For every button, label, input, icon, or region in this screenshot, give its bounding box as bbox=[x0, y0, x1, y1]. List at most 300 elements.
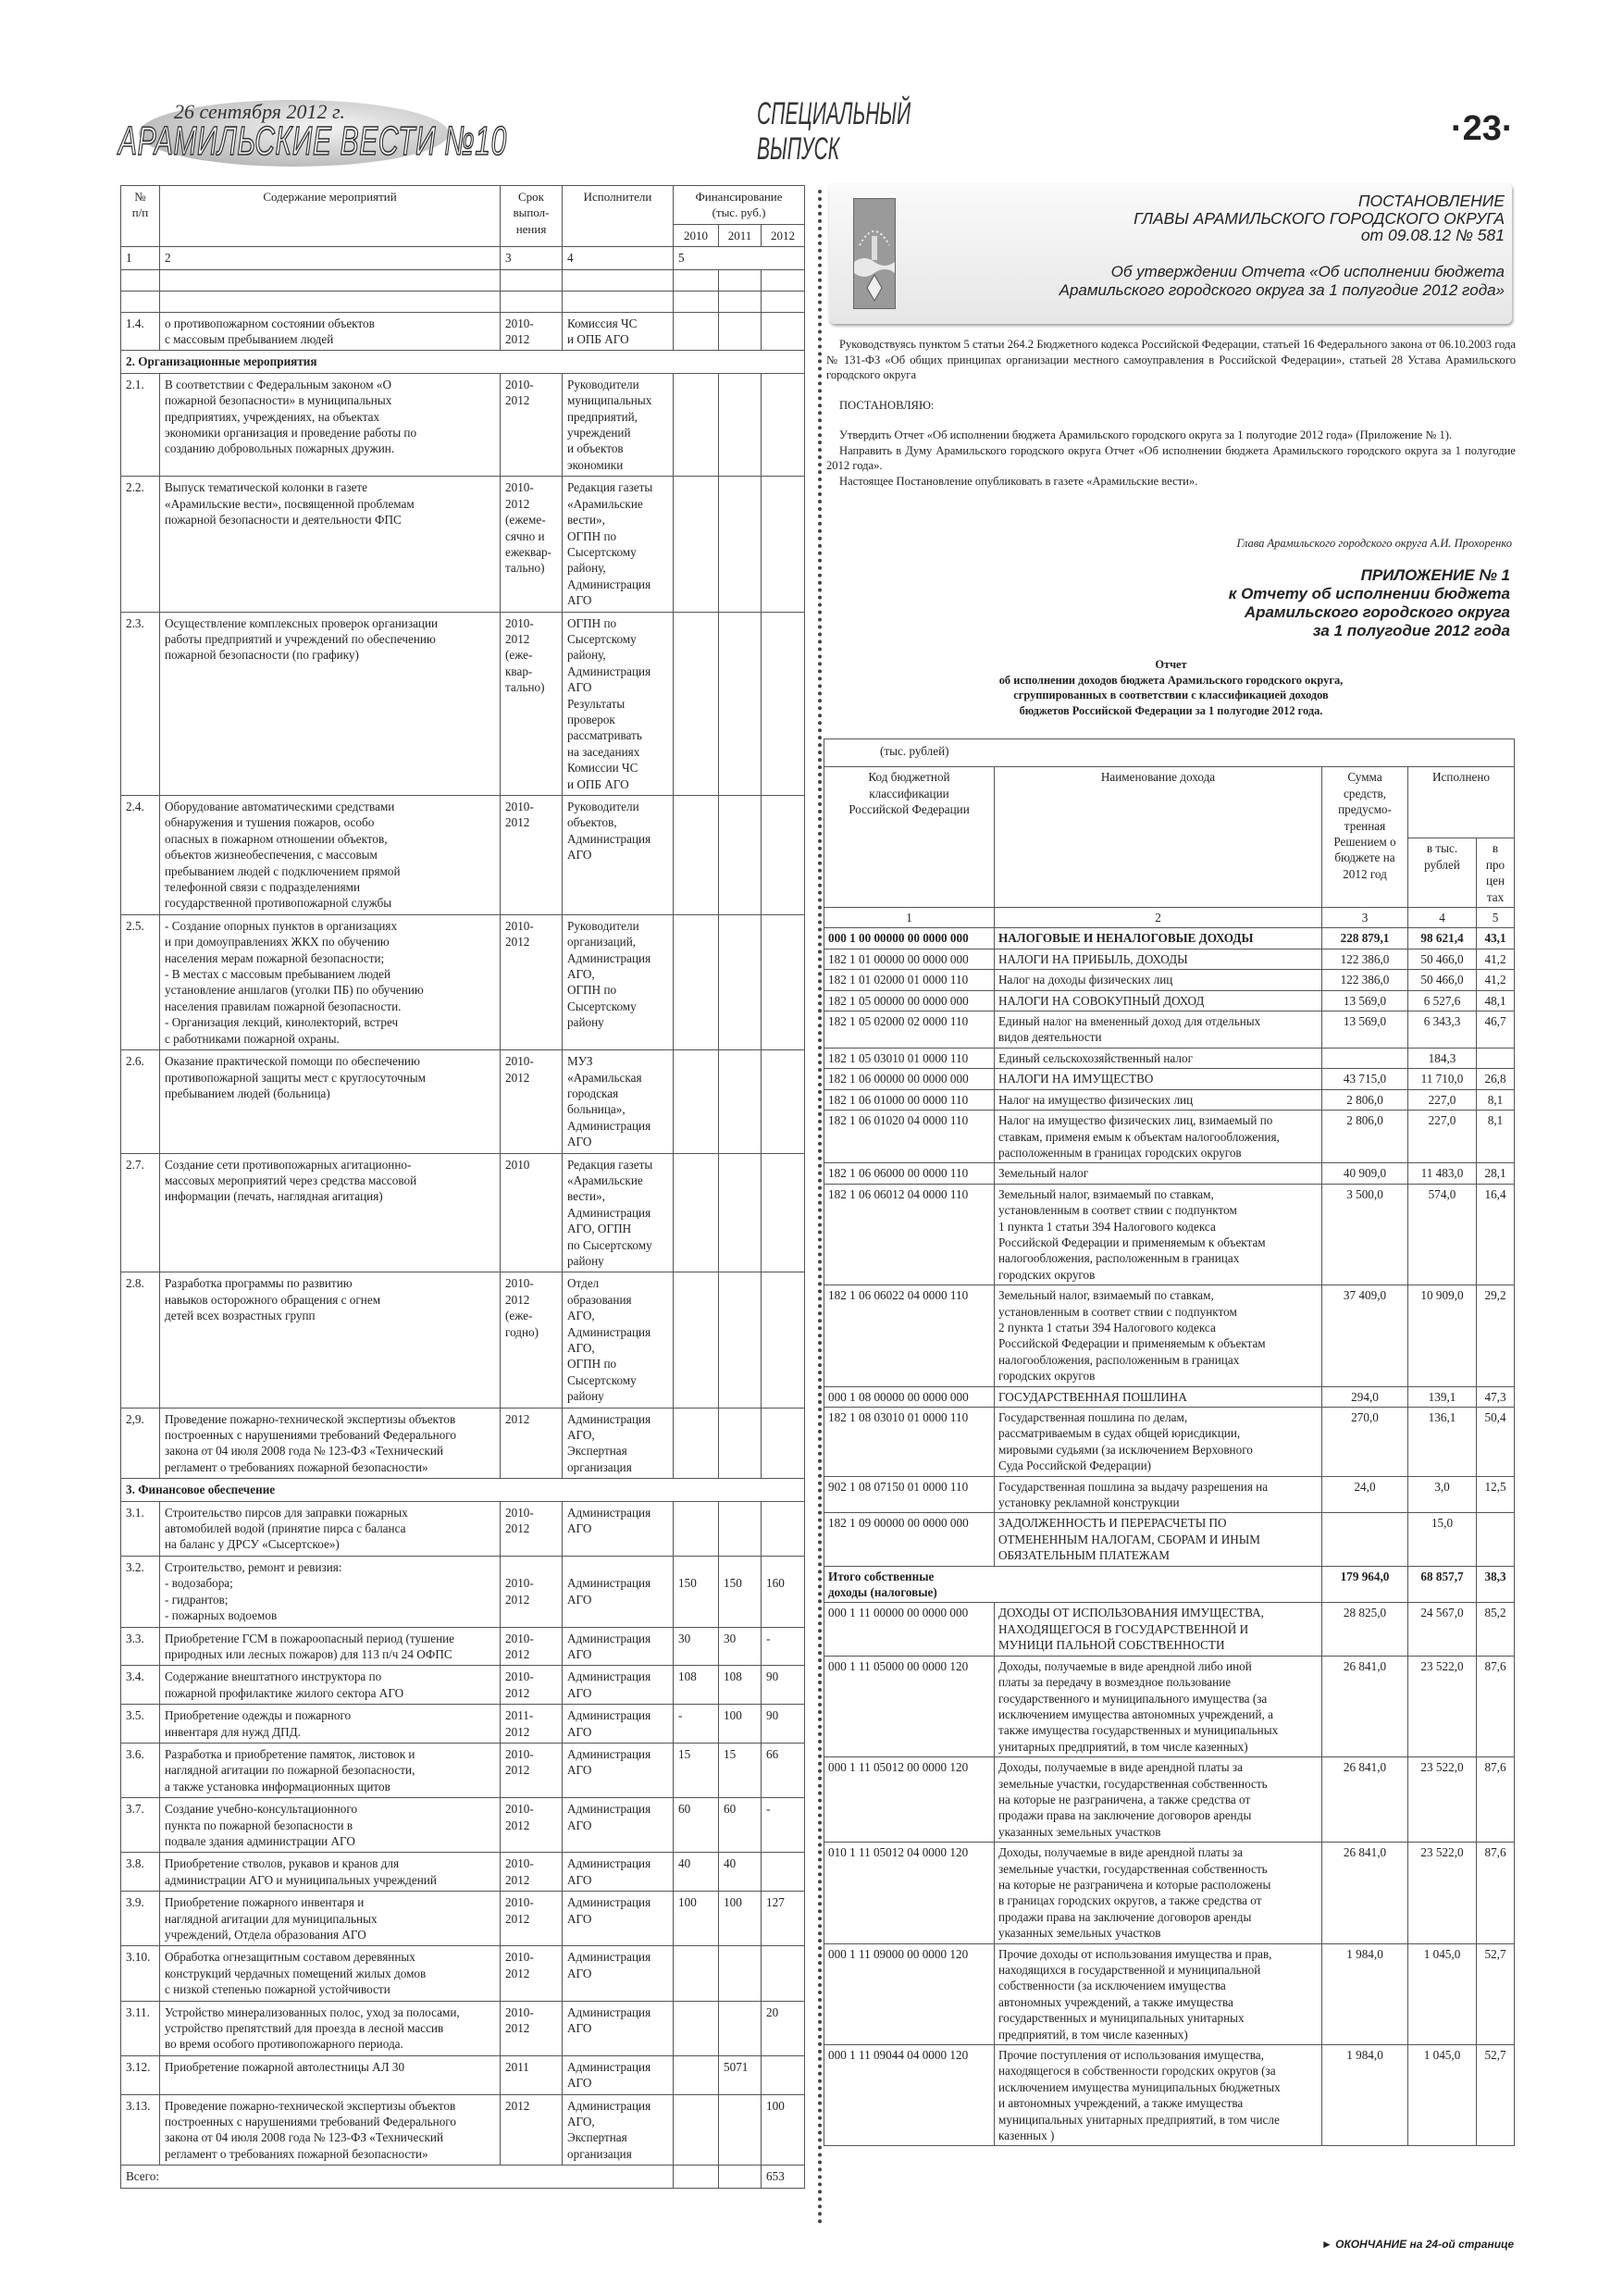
item-number: 2.4. bbox=[121, 796, 160, 915]
table-row bbox=[121, 477, 805, 612]
fire-safety-measures-table bbox=[120, 185, 805, 2189]
table-row bbox=[121, 312, 805, 351]
budget-code: 182 1 09 00000 00 0000 000 bbox=[824, 1513, 995, 1566]
table-row bbox=[121, 1705, 805, 1744]
budget-code: 182 1 05 03010 01 0000 110 bbox=[824, 1048, 995, 1068]
item-finance-2010 bbox=[674, 1153, 719, 1272]
executed-percent: 8,1 bbox=[1477, 1089, 1515, 1110]
item-term: 2010- 2012 bbox=[501, 312, 563, 351]
item-finance-2012: 20 bbox=[762, 2001, 805, 2055]
decree-item: Настоящее Постановление опубликовать в газете «Арамильские вести». bbox=[839, 474, 1198, 488]
item-finance-2011 bbox=[719, 1946, 762, 2001]
planned-amount bbox=[1322, 1513, 1408, 1566]
item-content: Проведение пожарно-технической экспертизы объектов построенных с нарушениями требований Федерального закона от 04 июля 2008 года № 123-ФЗ «Технический регламент о требованиях пожарной безопасности» bbox=[160, 2094, 501, 2166]
item-finance-2012 bbox=[762, 1853, 805, 1892]
item-finance-2010 bbox=[674, 312, 719, 351]
table-row bbox=[824, 949, 1515, 969]
item-finance-2010 bbox=[674, 1501, 719, 1556]
budget-code: 182 1 05 02000 02 0000 110 bbox=[824, 1011, 995, 1049]
table-row bbox=[121, 2001, 805, 2055]
item-term: 2010- 2012 bbox=[501, 1627, 563, 1666]
table-row bbox=[121, 1666, 805, 1705]
header-plan: Сумма средств, предусмо- тренная Решением о бюджете на 2012 год bbox=[1322, 767, 1408, 908]
table-row bbox=[121, 1743, 805, 1797]
coat-of-arms-image bbox=[853, 198, 896, 309]
table-row bbox=[121, 1272, 805, 1408]
total-value bbox=[719, 2166, 762, 2188]
item-executors: Комиссия ЧС и ОПБ АГО bbox=[563, 312, 674, 351]
table-row bbox=[824, 990, 1515, 1011]
item-content: Приобретение ГСМ в пожароопасный период (тушение природных или лесных пожаров) для 113 п/ч 24 ОФПС bbox=[160, 1627, 501, 1666]
item-content: Приобретение пожарной автолестницы АЛ 30 bbox=[160, 2055, 501, 2094]
item-executors: Администрация АГО, Экспертная организация bbox=[563, 1408, 674, 1479]
item-number: 3.1. bbox=[121, 1501, 160, 1556]
item-executors: МУЗ «Арамильская городская больница», Администрация АГО bbox=[563, 1050, 674, 1153]
executed-percent: 46,7 bbox=[1477, 1011, 1515, 1049]
item-finance-2011: 5071 bbox=[719, 2055, 762, 2094]
item-executors: Администрация АГО bbox=[563, 1946, 674, 2001]
executed-percent: 29,2 bbox=[1477, 1285, 1515, 1386]
item-number: 3.2. bbox=[121, 1556, 160, 1627]
budget-code: 902 1 08 07150 01 0000 110 bbox=[824, 1476, 995, 1513]
empty-cell bbox=[719, 291, 762, 312]
item-term: 2010- 2012 bbox=[501, 1556, 563, 1627]
income-table bbox=[824, 738, 1515, 2146]
item-finance-2011 bbox=[719, 1501, 762, 1556]
item-finance-2011: 30 bbox=[719, 1627, 762, 1666]
executed-amount: 23 522,0 bbox=[1408, 1757, 1477, 1843]
item-finance-2010: 108 bbox=[674, 1666, 719, 1705]
budget-code: 182 1 06 00000 00 0000 000 bbox=[824, 1069, 995, 1089]
item-finance-2011 bbox=[719, 477, 762, 612]
item-executors: Отдел образования АГО, Администрация АГО, ОГПН по Сысертскому району bbox=[563, 1272, 674, 1408]
item-term: 2010- 2012 (еже- годно) bbox=[501, 1272, 563, 1408]
item-finance-2010 bbox=[674, 2094, 719, 2166]
item-number: 3.8. bbox=[121, 1853, 160, 1892]
table-row bbox=[121, 1050, 805, 1153]
item-finance-2011: 40 bbox=[719, 1853, 762, 1892]
col-number: 4 bbox=[1408, 908, 1477, 928]
planned-amount: 1 984,0 bbox=[1322, 2045, 1408, 2146]
table-row bbox=[824, 1656, 1515, 1756]
planned-amount: 270,0 bbox=[1322, 1408, 1408, 1477]
executed-amount: 227,0 bbox=[1408, 1111, 1477, 1163]
executed-amount: 68 857,7 bbox=[1408, 1566, 1477, 1603]
header-year: 2012 bbox=[762, 224, 805, 246]
executed-percent: 48,1 bbox=[1477, 990, 1515, 1011]
income-name: ГОСУДАРСТВЕННАЯ ПОШЛИНА bbox=[995, 1386, 1322, 1407]
executed-amount: 1 045,0 bbox=[1408, 2045, 1477, 2146]
item-content: Разработка программы по развитию навыков осторожного обращения с огнем детей всех возрастных групп bbox=[160, 1272, 501, 1408]
item-finance-2012 bbox=[762, 373, 805, 476]
decree-item: Утвердить Отчет «Об исполнении бюджета Арамильского городского округа за 1 полугодие 2012 года» (Приложение № 1). bbox=[839, 428, 1453, 441]
executed-percent: 52,7 bbox=[1477, 1943, 1515, 2044]
item-content: - Создание опорных пунктов в организациях и при домоуправлениях ЖКХ по обучению населения мерам пожарной безопасности; - В местах с массовым пребыванием людей установление аншлагов (уголки ПБ) по обучению населения правилам пожарной безопасности. - Организация лекций, кинолекторий, встреч с работниками пожарной охраны. bbox=[160, 914, 501, 1049]
table-row bbox=[824, 1285, 1515, 1386]
col-number: 3 bbox=[501, 247, 563, 269]
item-finance-2011 bbox=[719, 2094, 762, 2166]
item-content: Обработка огнезащитным составом деревянных конструкций чердачных помещений жилых домов с низкой степенью пожарной устойчивости bbox=[160, 1946, 501, 2001]
item-term: 2010- 2012 bbox=[501, 1798, 563, 1853]
item-number: 2.7. bbox=[121, 1153, 160, 1272]
item-number: 2.3. bbox=[121, 612, 160, 795]
planned-amount bbox=[1322, 1048, 1408, 1068]
continuation-note: ► ОКОНЧАНИЕ на 24-ой странице bbox=[1320, 2238, 1514, 2251]
item-finance-2010: 150 bbox=[674, 1556, 719, 1627]
income-name: Налог на доходы физических лиц bbox=[995, 970, 1322, 990]
item-finance-2012 bbox=[762, 1153, 805, 1272]
special-issue-label: СПЕЦИАЛЬНЫЙ ВЫПУСК bbox=[757, 96, 911, 167]
item-term: 2011- 2012 bbox=[501, 1705, 563, 1744]
item-executors: Администрация АГО bbox=[563, 1627, 674, 1666]
executed-amount: 10 909,0 bbox=[1408, 1285, 1477, 1386]
executed-percent: 12,5 bbox=[1477, 1476, 1515, 1513]
item-term: 2010- 2012 bbox=[501, 373, 563, 476]
item-content: Приобретение одежды и пожарного инвентаря для нужд ДПД. bbox=[160, 1705, 501, 1744]
executed-amount: 24 567,0 bbox=[1408, 1603, 1477, 1656]
item-finance-2012: 66 bbox=[762, 1743, 805, 1797]
header-num: № п/п bbox=[121, 186, 160, 247]
executed-percent: 87,6 bbox=[1477, 1656, 1515, 1756]
col-number: 4 bbox=[563, 247, 674, 269]
executed-amount: 23 522,0 bbox=[1408, 1843, 1477, 1943]
item-content: Строительство пирсов для заправки пожарных автомобилей водой (принятие пирса с баланса на баланс у ДРСУ «Сысертское») bbox=[160, 1501, 501, 1556]
planned-amount: 228 879,1 bbox=[1322, 928, 1408, 949]
item-term: 2012 bbox=[501, 2094, 563, 2166]
item-finance-2012 bbox=[762, 796, 805, 915]
table-row bbox=[824, 1757, 1515, 1843]
report-title: Отчет об исполнении доходов бюджета Арамильского городского округа, сгруппированных в соответствии с классификацией доходов бюджетов Российской Федерации за 1 полугодие 2012 года. bbox=[998, 658, 1344, 717]
budget-code: 182 1 08 03010 01 0000 110 bbox=[824, 1408, 995, 1477]
planned-amount: 122 386,0 bbox=[1322, 970, 1408, 990]
empty-cell bbox=[160, 291, 501, 312]
planned-amount: 26 841,0 bbox=[1322, 1757, 1408, 1843]
page-number: ·23· bbox=[1451, 109, 1514, 148]
decree-item: Направить в Думу Арамильского городского округа Отчет «Об исполнении бюджета Арамильского городского округа за 1 полугодие 2012 года». bbox=[826, 443, 1516, 472]
item-finance-2012: - bbox=[762, 1798, 805, 1853]
item-finance-2010 bbox=[674, 796, 719, 915]
budget-code: 182 1 06 06012 04 0000 110 bbox=[824, 1184, 995, 1285]
item-number: 3.12. bbox=[121, 2055, 160, 2094]
item-finance-2011: 150 bbox=[719, 1556, 762, 1627]
table-row-empty bbox=[121, 269, 805, 291]
income-name: Налог на имущество физических лиц, взимаемый по ставкам, применя емым к объектам налогообложения, расположенным в границах городских округов bbox=[995, 1111, 1322, 1163]
decree-body bbox=[826, 337, 1516, 489]
planned-amount: 26 841,0 bbox=[1322, 1656, 1408, 1756]
total-label: Всего: bbox=[121, 2166, 674, 2188]
income-name: НАЛОГИ НА ПРИБЫЛЬ, ДОХОДЫ bbox=[995, 949, 1322, 969]
item-term: 2010- 2012 bbox=[501, 1946, 563, 2001]
item-term: 2012 bbox=[501, 1408, 563, 1479]
item-finance-2010 bbox=[674, 2055, 719, 2094]
empty-cell bbox=[501, 269, 563, 291]
table-row bbox=[121, 914, 805, 1049]
executed-percent: 38,3 bbox=[1477, 1566, 1515, 1603]
empty-cell bbox=[563, 269, 674, 291]
table-row bbox=[824, 1048, 1515, 1068]
empty-cell bbox=[719, 269, 762, 291]
item-term: 2010- 2012 bbox=[501, 2001, 563, 2055]
newspaper-title: АРАМИЛЬСКИЕ ВЕСТИ №10 bbox=[118, 118, 507, 164]
section-heading-row bbox=[121, 1479, 805, 1501]
item-finance-2011 bbox=[719, 796, 762, 915]
item-executors: Администрация АГО bbox=[563, 2055, 674, 2094]
empty-cell bbox=[121, 269, 160, 291]
item-content: Устройство минерализованных полос, уход за полосами, устройство препятствий для проезда в лесной массив во время особого противопожарного периода. bbox=[160, 2001, 501, 2055]
table-row bbox=[121, 1153, 805, 1272]
table-row bbox=[121, 1946, 805, 2001]
item-content: Приобретение пожарного инвентаря и наглядной агитации для муниципальных учреждений, Отдела образования АГО bbox=[160, 1892, 501, 1946]
planned-amount: 179 964,0 bbox=[1322, 1566, 1408, 1603]
executed-percent: 16,4 bbox=[1477, 1184, 1515, 1285]
planned-amount: 24,0 bbox=[1322, 1476, 1408, 1513]
executed-amount: 1 045,0 bbox=[1408, 1943, 1477, 2044]
budget-code: 182 1 06 01000 00 0000 110 bbox=[824, 1089, 995, 1110]
item-finance-2010 bbox=[674, 1408, 719, 1479]
item-finance-2010: 100 bbox=[674, 1892, 719, 1946]
budget-code: 182 1 06 06000 00 0000 110 bbox=[824, 1163, 995, 1184]
item-number: 3.11. bbox=[121, 2001, 160, 2055]
table-row bbox=[824, 2045, 1515, 2146]
executed-percent: 8,1 bbox=[1477, 1111, 1515, 1163]
header-content: Содержание мероприятий bbox=[160, 186, 501, 247]
table-row bbox=[824, 1843, 1515, 1943]
col-number: 3 bbox=[1322, 908, 1408, 928]
item-finance-2010 bbox=[674, 1050, 719, 1153]
item-number: 3.3. bbox=[121, 1627, 160, 1666]
budget-code: 000 1 11 09044 04 0000 120 bbox=[824, 2045, 995, 2146]
income-name: Доходы, получаемые в виде арендной платы за земельные участки, государственная собственность на которые не разграничена, а также средства от продажи права на заключение договоров аренды указанных земельных участков bbox=[995, 1757, 1322, 1843]
item-finance-2011: 108 bbox=[719, 1666, 762, 1705]
header-executed-rub: в тыс. рублей bbox=[1408, 838, 1477, 908]
item-finance-2012 bbox=[762, 914, 805, 1049]
col-number: 5 bbox=[674, 247, 805, 269]
executed-amount: 6 343,3 bbox=[1408, 1011, 1477, 1049]
table-row bbox=[121, 1556, 805, 1627]
item-finance-2010 bbox=[674, 1272, 719, 1408]
item-number: 3.7. bbox=[121, 1798, 160, 1853]
item-finance-2011 bbox=[719, 2001, 762, 2055]
budget-code: 182 1 01 02000 01 0000 110 bbox=[824, 970, 995, 990]
item-content: Строительство, ремонт и ревизия: - водозабора; - гидрантов; - пожарных водоемов bbox=[160, 1556, 501, 1627]
section-heading-row bbox=[121, 351, 805, 373]
item-finance-2010: 30 bbox=[674, 1627, 719, 1666]
header-finance: Финансирование (тыс. руб.) bbox=[674, 186, 805, 225]
budget-code: 000 1 11 09000 00 0000 120 bbox=[824, 1943, 995, 2044]
item-executors: Администрация АГО bbox=[563, 1798, 674, 1853]
executed-amount: 23 522,0 bbox=[1408, 1656, 1477, 1756]
executed-percent: 52,7 bbox=[1477, 2045, 1515, 2146]
executed-amount: 98 621,4 bbox=[1408, 928, 1477, 949]
item-term: 2010- 2012 bbox=[501, 1892, 563, 1946]
item-finance-2011 bbox=[719, 373, 762, 476]
income-name: Доходы, получаемые в виде арендной либо иной платы за передачу в возмездное пользование государственного и муниципального имущества (за исключением имущества автономных учреждений, а также имущества государственных и муниципальных унитарных предприятий, в том числе казенных) bbox=[995, 1656, 1322, 1756]
table-row bbox=[824, 1111, 1515, 1163]
decree-title: ПОСТАНОВЛЕНИЕ ГЛАВЫ АРАМИЛЬСКОГО ГОРОДСКОГО ОКРУГА от 09.08.12 № 581 bbox=[1134, 192, 1505, 244]
income-name: НАЛОГИ НА ИМУЩЕСТВО bbox=[995, 1069, 1322, 1089]
income-name: НАЛОГИ НА СОВОКУПНЫЙ ДОХОД bbox=[995, 990, 1322, 1011]
executed-amount: 139,1 bbox=[1408, 1386, 1477, 1407]
planned-amount: 26 841,0 bbox=[1322, 1843, 1408, 1943]
table-row bbox=[824, 928, 1515, 949]
planned-amount: 3 500,0 bbox=[1322, 1184, 1408, 1285]
table-row bbox=[824, 970, 1515, 990]
income-name: Земельный налог, взимаемый по ставкам, установленным в соответ ствии с подпунктом 2 пункта 1 статьи 394 Налогового кодекса Российской Федерации и применяемым к объектам налогообложения, расположенным в границах городских округов bbox=[995, 1285, 1322, 1386]
table-row bbox=[824, 1089, 1515, 1110]
executed-percent: 41,2 bbox=[1477, 949, 1515, 969]
executed-percent: 87,6 bbox=[1477, 1757, 1515, 1843]
item-term: 2010- 2012 bbox=[501, 796, 563, 915]
planned-amount: 294,0 bbox=[1322, 1386, 1408, 1407]
executed-percent bbox=[1477, 1048, 1515, 1068]
total-row bbox=[121, 2166, 805, 2188]
col-number: 2 bbox=[995, 908, 1322, 928]
table-row bbox=[121, 1892, 805, 1946]
item-finance-2010 bbox=[674, 612, 719, 795]
header-executed-pct: в про цен тах bbox=[1477, 838, 1515, 908]
table-row bbox=[121, 1853, 805, 1892]
item-executors: Руководители муниципальных предприятий, учреждений и объектов экономики bbox=[563, 373, 674, 476]
item-term: 2011 bbox=[501, 2055, 563, 2094]
item-executors: ОГПН по Сысертскому району, Администрация АГО Результаты проверок рассматривать на заседаниях Комиссии ЧС и ОПБ АГО bbox=[563, 612, 674, 795]
executed-amount: 3,0 bbox=[1408, 1476, 1477, 1513]
budget-code: 010 1 11 05012 04 0000 120 bbox=[824, 1843, 995, 1943]
item-finance-2011 bbox=[719, 1408, 762, 1479]
item-finance-2012: 160 bbox=[762, 1556, 805, 1627]
header-executors: Исполнители bbox=[563, 186, 674, 247]
executed-percent bbox=[1477, 1513, 1515, 1566]
item-executors: Администрация АГО bbox=[563, 1501, 674, 1556]
budget-code: 182 1 05 00000 00 0000 000 bbox=[824, 990, 995, 1011]
total-value: 653 bbox=[762, 2166, 805, 2188]
item-content: Выпуск тематической колонки в газете «Арамильские вести», посвященной проблемам пожарной безопасности и деятельности ФПС bbox=[160, 477, 501, 612]
item-finance-2011 bbox=[719, 1153, 762, 1272]
item-executors: Администрация АГО bbox=[563, 1892, 674, 1946]
item-finance-2011 bbox=[719, 612, 762, 795]
item-content: Проведение пожарно-технической экспертизы объектов построенных с нарушениями требований Федерального закона от 04 июля 2008 года № 123-ФЗ «Технический регламент о требованиях пожарной безопасности» bbox=[160, 1408, 501, 1479]
table-row bbox=[824, 1163, 1515, 1184]
item-finance-2012 bbox=[762, 477, 805, 612]
executed-amount: 11 710,0 bbox=[1408, 1069, 1477, 1089]
col-number: 5 bbox=[1477, 908, 1515, 928]
item-finance-2010 bbox=[674, 373, 719, 476]
item-number: 3.13. bbox=[121, 2094, 160, 2166]
planned-amount: 13 569,0 bbox=[1322, 1011, 1408, 1049]
income-name: ДОХОДЫ ОТ ИСПОЛЬЗОВАНИЯ ИМУЩЕСТВА, НАХОДЯЩЕГОСЯ В ГОСУДАРСТВЕННОЙ И МУНИЦИ ПАЛЬНОЙ СОБСТВЕННОСТИ bbox=[995, 1603, 1322, 1656]
decree-resolve: ПОСТАНОВЛЯЮ: bbox=[839, 398, 935, 412]
item-content: Разработка и приобретение памяток, листовок и наглядной агитации по пожарной безопасности, а также установка информационных щитов bbox=[160, 1743, 501, 1797]
item-finance-2011: 60 bbox=[719, 1798, 762, 1853]
income-name: Единый сельскохозяйственный налог bbox=[995, 1048, 1322, 1068]
item-finance-2011 bbox=[719, 914, 762, 1049]
item-executors: Администрация АГО bbox=[563, 1666, 674, 1705]
item-content: Оказание практической помощи по обеспечению противопожарной защиты мест с круглосуточным пребыванием людей (больница) bbox=[160, 1050, 501, 1153]
item-finance-2012 bbox=[762, 1501, 805, 1556]
executed-amount: 50 466,0 bbox=[1408, 970, 1477, 990]
income-name: ЗАДОЛЖЕННОСТЬ И ПЕРЕРАСЧЕТЫ ПО ОТМЕНЕННЫМ НАЛОГАМ, СБОРАМ И ИНЫМ ОБЯЗАТЕЛЬНЫМ ПЛАТЕЖАМ bbox=[995, 1513, 1322, 1566]
table-row bbox=[824, 1069, 1515, 1089]
item-number: 3.4. bbox=[121, 1666, 160, 1705]
table-row-empty bbox=[121, 291, 805, 312]
income-name: Доходы, получаемые в виде арендной платы за земельные участки, государственная собственность на которые не разграничена и которые расположены в границах городских округов, а также средства от продажи права на заключение договоров аренды указанных земельных участков bbox=[995, 1843, 1322, 1943]
budget-code: 000 1 11 05012 00 0000 120 bbox=[824, 1757, 995, 1843]
units-label: (тыс. рублей) bbox=[824, 739, 1515, 767]
table-row bbox=[121, 1501, 805, 1556]
item-finance-2012 bbox=[762, 1050, 805, 1153]
col-number: 1 bbox=[824, 908, 995, 928]
planned-amount: 2 806,0 bbox=[1322, 1111, 1408, 1163]
item-term: 2010- 2012 bbox=[501, 914, 563, 1049]
budget-code: 182 1 01 00000 00 0000 000 bbox=[824, 949, 995, 969]
income-name: Единый налог на вмененный доход для отдельных видов деятельности bbox=[995, 1011, 1322, 1049]
header-executed: Исполнено bbox=[1408, 767, 1515, 838]
table-row bbox=[824, 1476, 1515, 1513]
table-row bbox=[824, 1603, 1515, 1656]
table-row bbox=[121, 1627, 805, 1666]
planned-amount: 43 715,0 bbox=[1322, 1069, 1408, 1089]
executed-amount: 15,0 bbox=[1408, 1513, 1477, 1566]
empty-cell bbox=[762, 269, 805, 291]
item-content: о противопожарном состоянии объектов с массовым пребыванием людей bbox=[160, 312, 501, 351]
item-number: 2.2. bbox=[121, 477, 160, 612]
item-number: 3.5. bbox=[121, 1705, 160, 1744]
planned-amount: 1 984,0 bbox=[1322, 1943, 1408, 2044]
budget-code: 000 1 08 00000 00 0000 000 bbox=[824, 1386, 995, 1407]
budget-code: 000 1 11 05000 00 0000 120 bbox=[824, 1656, 995, 1756]
item-term: 2010- 2012 bbox=[501, 1050, 563, 1153]
item-term: 2010- 2012 bbox=[501, 1853, 563, 1892]
item-finance-2010: 60 bbox=[674, 1798, 719, 1853]
item-finance-2010: - bbox=[674, 1705, 719, 1744]
table-row bbox=[121, 612, 805, 795]
item-finance-2011: 100 bbox=[719, 1705, 762, 1744]
table-row bbox=[121, 373, 805, 476]
item-finance-2011 bbox=[719, 312, 762, 351]
income-name: Государственная пошлина за выдачу разрешения на установку рекламной конструкции bbox=[995, 1476, 1322, 1513]
item-finance-2010 bbox=[674, 1946, 719, 2001]
executed-percent: 28,1 bbox=[1477, 1163, 1515, 1184]
executed-amount: 11 483,0 bbox=[1408, 1163, 1477, 1184]
executed-percent: 41,2 bbox=[1477, 970, 1515, 990]
item-finance-2012: - bbox=[762, 1627, 805, 1666]
item-number: 2.6. bbox=[121, 1050, 160, 1153]
planned-amount: 13 569,0 bbox=[1322, 990, 1408, 1011]
income-name: НАЛОГОВЫЕ И НЕНАЛОГОВЫЕ ДОХОДЫ bbox=[995, 928, 1322, 949]
empty-cell bbox=[674, 291, 719, 312]
appendix-title: ПРИЛОЖЕНИЕ № 1 к Отчету об исполнении бюджета Арамильского городского округа за 1 полугодие 2012 года bbox=[1228, 566, 1510, 639]
item-finance-2012 bbox=[762, 1408, 805, 1479]
item-finance-2012 bbox=[762, 1946, 805, 2001]
item-executors: Руководители объектов, Администрация АГО bbox=[563, 796, 674, 915]
coat-of-arms-icon bbox=[854, 199, 895, 308]
item-finance-2010: 15 bbox=[674, 1743, 719, 1797]
income-name: Налог на имущество физических лиц bbox=[995, 1089, 1322, 1110]
item-content: Содержание внештатного инструктора по пожарной профилактике жилого сектора АГО bbox=[160, 1666, 501, 1705]
decree-preamble: Руководствуясь пунктом 5 статьи 264.2 Бюджетного кодекса Российской Федерации, статьей 16 Федерального закона от 06.10.2003 года № 131-ФЗ «Об общих принципах организации местного самоуправления в Российской Федерации», статьей 28 Устава Арамильского городского округа bbox=[826, 338, 1516, 381]
header-name: Наименование дохода bbox=[995, 767, 1322, 908]
executed-percent: 47,3 bbox=[1477, 1386, 1515, 1407]
empty-cell bbox=[762, 291, 805, 312]
table-row bbox=[121, 1798, 805, 1853]
item-term: 2010- 2012 bbox=[501, 1743, 563, 1797]
empty-cell bbox=[563, 291, 674, 312]
item-content: Создание учебно-консультационного пункта по пожарной безопасности в подвале здания администрации АГО bbox=[160, 1798, 501, 1853]
executed-amount: 6 527,6 bbox=[1408, 990, 1477, 1011]
column-divider bbox=[818, 190, 822, 2226]
executed-amount: 574,0 bbox=[1408, 1184, 1477, 1285]
planned-amount: 2 806,0 bbox=[1322, 1089, 1408, 1110]
item-executors: Администрация АГО bbox=[563, 1743, 674, 1797]
